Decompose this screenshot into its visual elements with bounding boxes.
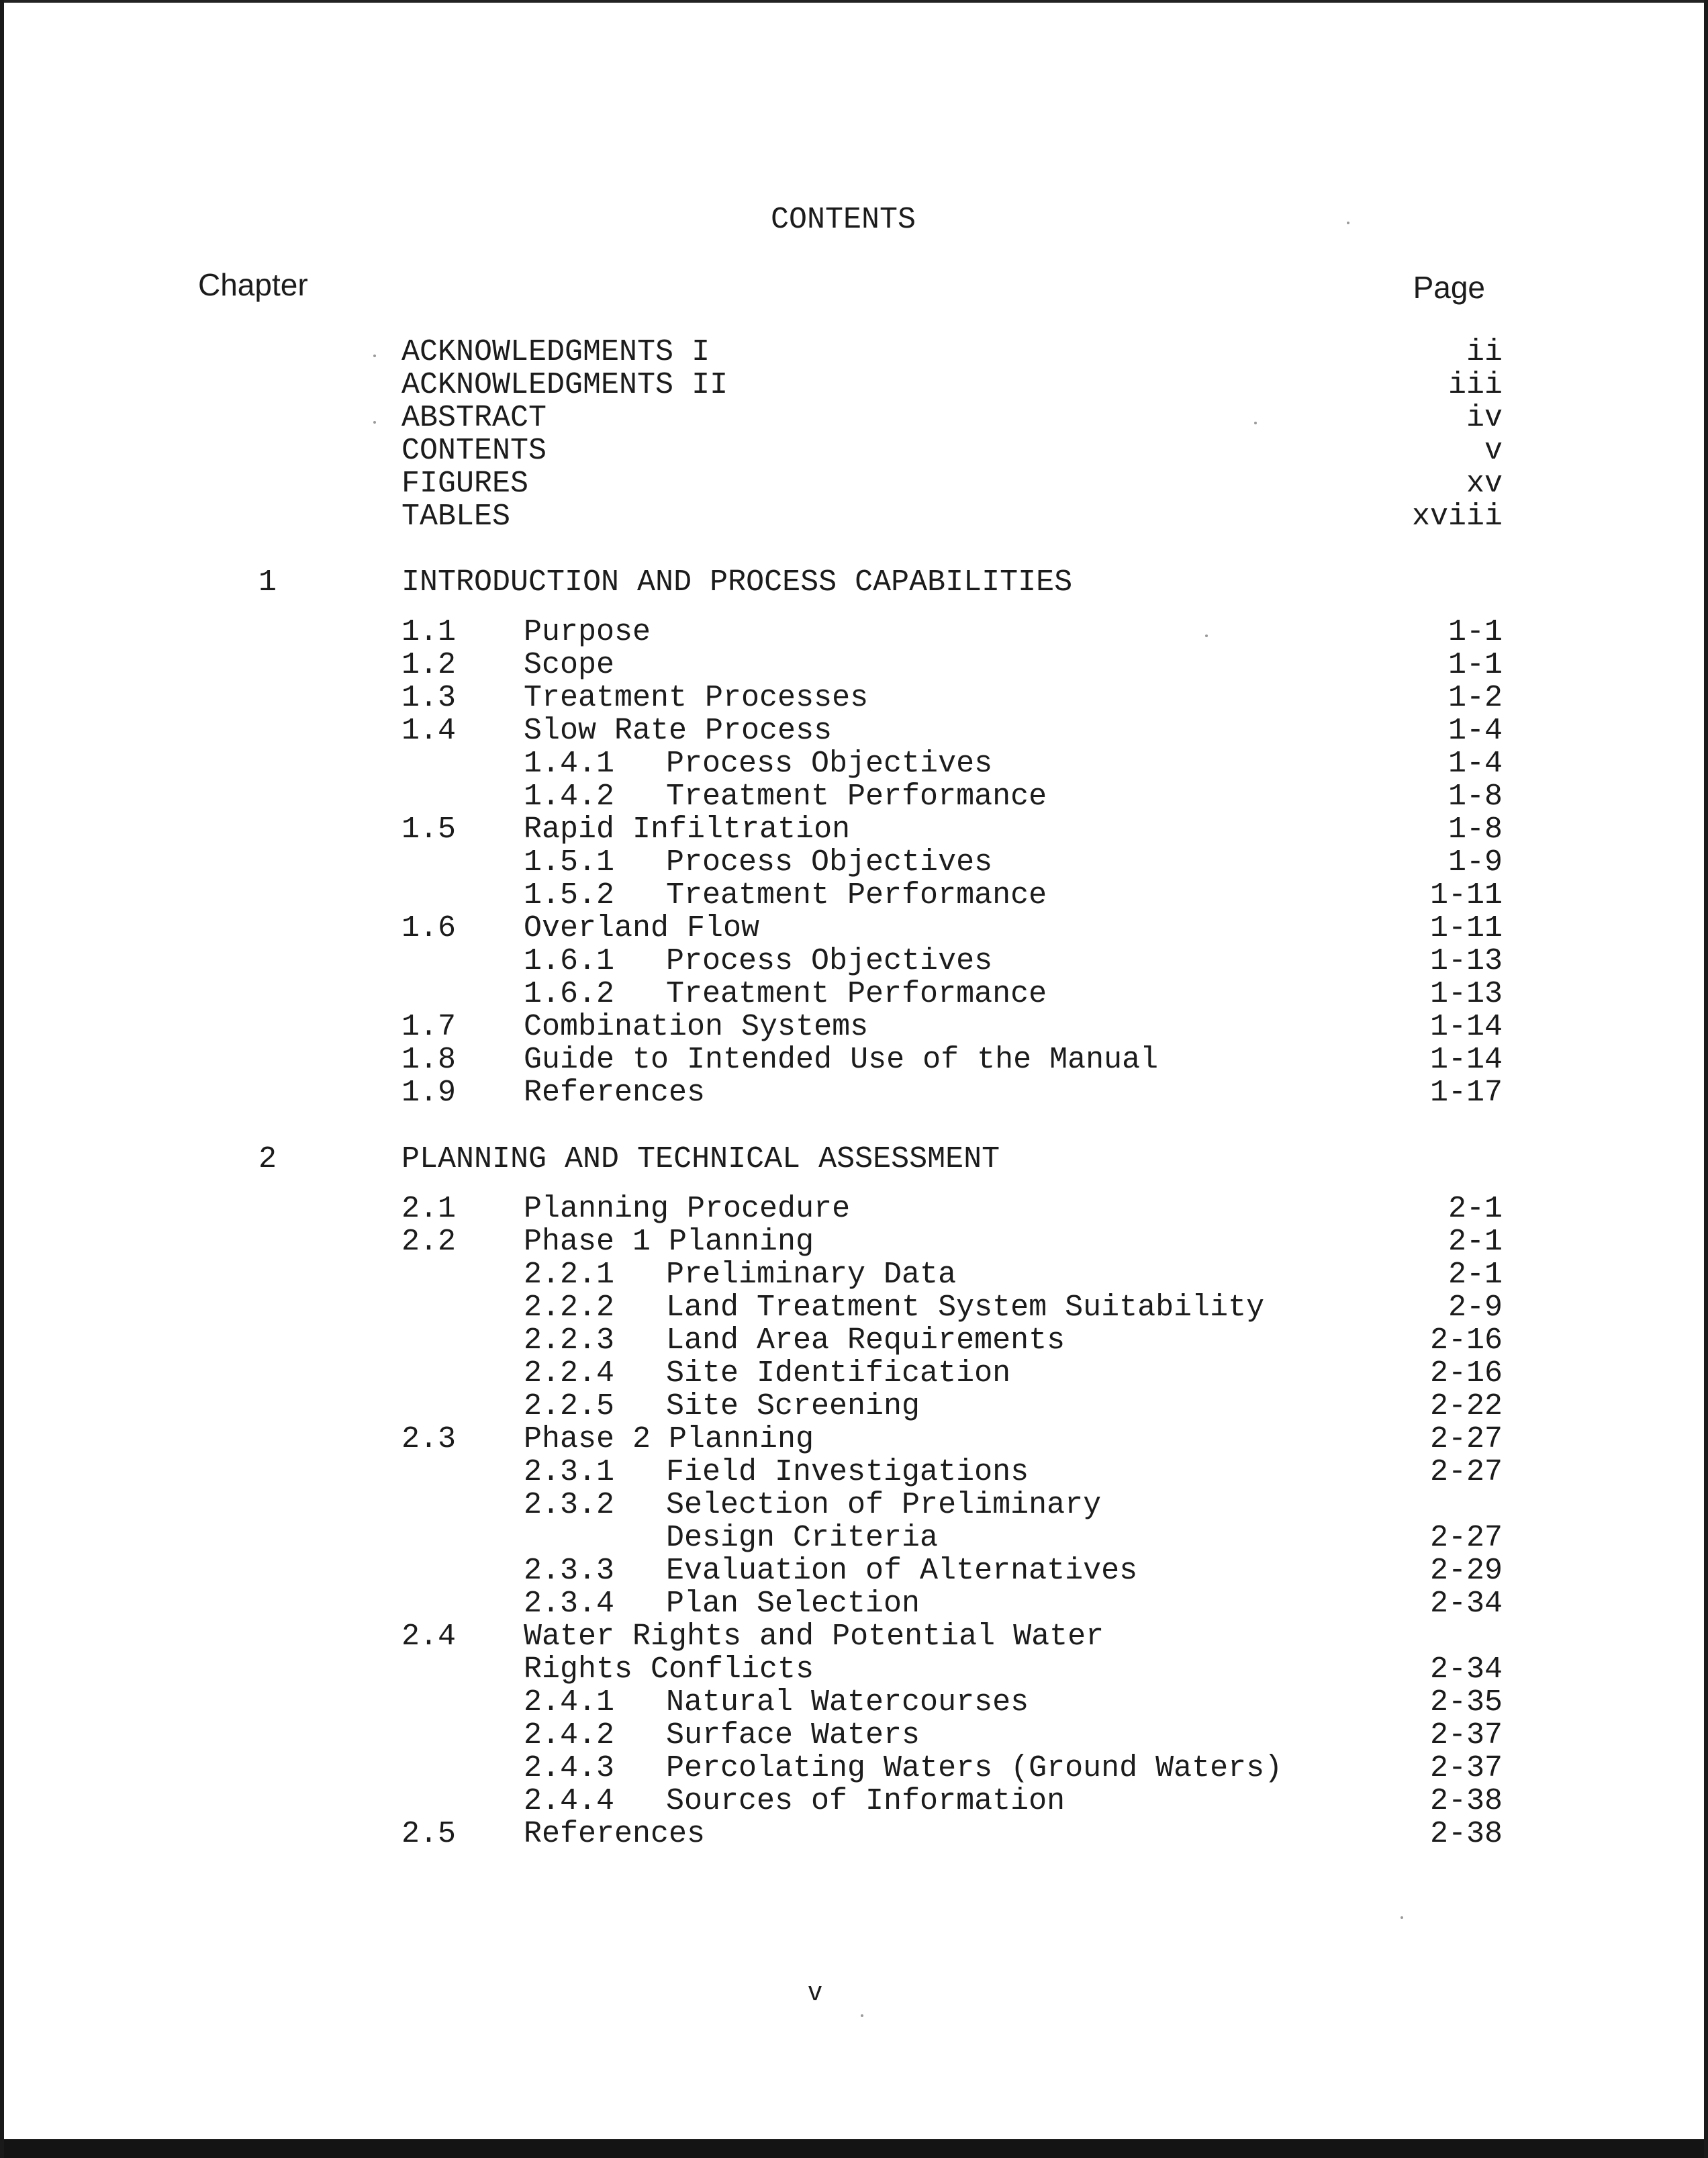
subsection-title: Treatment Performance [666, 780, 1047, 814]
subsection-number: 1.5.2 [524, 878, 615, 912]
section-number: 2.2 [401, 1225, 457, 1259]
toc-entry [0, 369, 1708, 402]
subsection-title: Selection of Preliminary [666, 1488, 1102, 1522]
toc-subentry [0, 1357, 1708, 1390]
subsection-title: Process Objectives [666, 845, 993, 880]
scan-speck [373, 355, 376, 357]
scan-speck [1254, 422, 1257, 424]
subsection-title: Natural Watercourses [666, 1685, 1029, 1720]
chapter-heading [0, 1143, 1708, 1176]
section-title: Treatment Processes [524, 681, 869, 715]
section-title: Phase 2 Planning [524, 1422, 814, 1456]
toc-subentry [0, 1258, 1708, 1291]
entry-page: iv [1466, 401, 1503, 435]
entry-page: 2-38 [1429, 1784, 1503, 1818]
toc-subentry [0, 1587, 1708, 1620]
section-title: Combination Systems [524, 1010, 869, 1044]
subsection-title: Preliminary Data [666, 1258, 957, 1292]
section-number: 1.4 [401, 714, 457, 748]
toc-subentry [0, 846, 1708, 879]
toc-subentry [0, 879, 1708, 912]
scan-speck [1401, 1916, 1403, 1919]
entry-page: xviii [1411, 500, 1503, 534]
toc-entry [0, 616, 1708, 649]
toc-entry [0, 1423, 1708, 1456]
page-number-footer: v [808, 1977, 822, 2006]
toc-subentry [0, 1489, 1708, 1521]
section-title: Phase 1 Planning [524, 1225, 814, 1259]
entry-page: 2-37 [1429, 1751, 1503, 1785]
entry-title: CONTENTS [401, 434, 547, 468]
section-number: 1.9 [401, 1076, 457, 1110]
chapter-title: PLANNING AND TECHNICAL ASSESSMENT [401, 1142, 1000, 1176]
subsection-number: 2.2.4 [524, 1356, 615, 1391]
entry-page: ii [1466, 335, 1503, 369]
entry-page: 1-14 [1429, 1043, 1503, 1077]
entry-page: 1-17 [1429, 1076, 1503, 1110]
scan-speck [861, 2014, 863, 2017]
toc-entry [0, 1011, 1708, 1043]
entry-page: 2-38 [1429, 1817, 1503, 1851]
page-title: CONTENTS [771, 203, 916, 237]
section-title: Rights Conflicts [524, 1652, 814, 1687]
toc-entry [0, 1192, 1708, 1225]
subsection-title: Percolating Waters (Ground Waters) [666, 1751, 1283, 1785]
entry-page: 2-22 [1429, 1389, 1503, 1423]
toc-entry [0, 434, 1708, 467]
scan-edge-bottom [0, 2139, 1708, 2158]
subsection-number: 2.2.5 [524, 1389, 615, 1423]
chapter-title: INTRODUCTION AND PROCESS CAPABILITIES [401, 565, 1073, 600]
entry-title: FIGURES [401, 467, 529, 501]
toc-entry [0, 1076, 1708, 1109]
entry-page: 1-1 [1448, 648, 1503, 682]
entry-page: 2-16 [1429, 1356, 1503, 1391]
entry-page: 1-1 [1448, 615, 1503, 649]
subsection-number: 1.6.1 [524, 944, 615, 978]
section-number: 1.1 [401, 615, 457, 649]
section-title: Scope [524, 648, 615, 682]
subsection-title: Land Treatment System Suitability [666, 1291, 1265, 1325]
section-number: 1.8 [401, 1043, 457, 1077]
toc-subentry [0, 1324, 1708, 1357]
subsection-number: 1.4.1 [524, 747, 615, 781]
subsection-title: Sources of Information [666, 1784, 1065, 1818]
entry-page: 2-1 [1448, 1225, 1503, 1259]
subsection-number: 2.2.3 [524, 1323, 615, 1358]
toc-subentry [0, 1456, 1708, 1489]
entry-page: 2-27 [1429, 1521, 1503, 1555]
chapter-heading [0, 566, 1708, 599]
entry-page: 2-34 [1429, 1652, 1503, 1687]
toc-subentry [0, 1554, 1708, 1587]
entry-title: ACKNOWLEDGMENTS II [401, 368, 728, 402]
section-title: Overland Flow [524, 911, 760, 945]
subsection-number: 1.6.2 [524, 977, 615, 1011]
section-title: Rapid Infiltration [524, 812, 851, 847]
chapter-number: 1 [258, 565, 277, 600]
section-title: Guide to Intended Use of the Manual [524, 1043, 1159, 1077]
section-number: 1.3 [401, 681, 457, 715]
column-header-page: Page [1413, 270, 1485, 305]
section-title: Slow Rate Process [524, 714, 833, 748]
column-header-chapter: Chapter [198, 267, 308, 302]
subsection-number: 2.3.4 [524, 1587, 615, 1621]
toc-entry [0, 714, 1708, 747]
entry-page: 1-11 [1429, 878, 1503, 912]
subsection-title: Field Investigations [666, 1455, 1029, 1489]
entry-page: 2-1 [1448, 1258, 1503, 1292]
section-title: Water Rights and Potential Water [524, 1620, 1104, 1654]
entry-page: 1-2 [1448, 681, 1503, 715]
subsection-number: 2.4.4 [524, 1784, 615, 1818]
entry-page: 2-27 [1429, 1422, 1503, 1456]
entry-page: 1-11 [1429, 911, 1503, 945]
subsection-number: 1.5.1 [524, 845, 615, 880]
subsection-number: 2.4.1 [524, 1685, 615, 1720]
entry-page: 2-16 [1429, 1323, 1503, 1358]
subsection-number: 1.4.2 [524, 780, 615, 814]
toc-subentry [0, 978, 1708, 1011]
subsection-title: Treatment Performance [666, 878, 1047, 912]
entry-page: 2-37 [1429, 1718, 1503, 1752]
toc-subentry [0, 1390, 1708, 1423]
chapter-number: 2 [258, 1142, 277, 1176]
subsection-number: 2.3.1 [524, 1455, 615, 1489]
entry-page: iii [1448, 368, 1503, 402]
section-number: 2.3 [401, 1422, 457, 1456]
section-number: 2.4 [401, 1620, 457, 1654]
entry-title: ACKNOWLEDGMENTS I [401, 335, 710, 369]
subsection-title: Site Screening [666, 1389, 920, 1423]
entry-page: 2-29 [1429, 1554, 1503, 1588]
scan-speck [1347, 222, 1349, 224]
entry-page: v [1484, 434, 1503, 468]
subsection-number: 2.3.2 [524, 1488, 615, 1522]
entry-page: 1-4 [1448, 747, 1503, 781]
subsection-title: Process Objectives [666, 944, 993, 978]
toc-subentry [0, 1719, 1708, 1752]
scan-edge-top [0, 0, 1708, 3]
section-number: 2.5 [401, 1817, 457, 1851]
toc-entry [0, 467, 1708, 500]
subsection-title: Process Objectives [666, 747, 993, 781]
toc-subentry [0, 747, 1708, 780]
toc-subentry [0, 1291, 1708, 1324]
subsection-title: Plan Selection [666, 1587, 920, 1621]
subsection-number: 2.4.2 [524, 1718, 615, 1752]
toc-subentry [0, 1785, 1708, 1818]
subsection-number: 2.2.1 [524, 1258, 615, 1292]
section-number: 1.6 [401, 911, 457, 945]
toc-entry [0, 1225, 1708, 1258]
entry-page: 2-34 [1429, 1587, 1503, 1621]
entry-page: 1-13 [1429, 944, 1503, 978]
toc-entry-continuation [0, 1653, 1708, 1686]
subsection-title: Evaluation of Alternatives [666, 1554, 1138, 1588]
entry-page: 1-4 [1448, 714, 1503, 748]
section-number: 1.5 [401, 812, 457, 847]
toc-subentry [0, 780, 1708, 813]
toc-entry [0, 912, 1708, 945]
subsection-title: Surface Waters [666, 1718, 920, 1752]
toc-subentry [0, 945, 1708, 978]
subsection-title: Treatment Performance [666, 977, 1047, 1011]
toc-entry [0, 500, 1708, 533]
toc-entry [0, 682, 1708, 714]
section-title: Planning Procedure [524, 1192, 851, 1226]
entry-page: 2-1 [1448, 1192, 1503, 1226]
subsection-number: 2.4.3 [524, 1751, 615, 1785]
section-number: 2.1 [401, 1192, 457, 1226]
toc-entry [0, 1620, 1708, 1653]
entry-page: 2-27 [1429, 1455, 1503, 1489]
entry-page: 1-9 [1448, 845, 1503, 880]
section-title: References [524, 1817, 706, 1851]
section-title: References [524, 1076, 706, 1110]
toc-entry [0, 1043, 1708, 1076]
entry-page: 1-8 [1448, 780, 1503, 814]
scan-speck [373, 421, 376, 424]
entry-page: 2-35 [1429, 1685, 1503, 1720]
toc-entry [0, 336, 1708, 369]
section-number: 1.2 [401, 648, 457, 682]
toc-entry [0, 402, 1708, 434]
toc-entry [0, 1818, 1708, 1850]
subsection-title: Design Criteria [666, 1521, 939, 1555]
subsection-number: 2.3.3 [524, 1554, 615, 1588]
entry-title: ABSTRACT [401, 401, 547, 435]
entry-page: xv [1466, 467, 1503, 501]
entry-page: 1-14 [1429, 1010, 1503, 1044]
scan-speck [1205, 635, 1208, 637]
toc-subentry [0, 1752, 1708, 1785]
section-title: Purpose [524, 615, 651, 649]
entry-page: 1-8 [1448, 812, 1503, 847]
entry-page: 1-13 [1429, 977, 1503, 1011]
entry-page: 2-9 [1448, 1291, 1503, 1325]
entry-title: TABLES [401, 500, 511, 534]
subsection-title: Site Identification [666, 1356, 1011, 1391]
section-number: 1.7 [401, 1010, 457, 1044]
toc-entry [0, 649, 1708, 682]
toc-subentry [0, 1686, 1708, 1719]
subsection-title: Land Area Requirements [666, 1323, 1065, 1358]
subsection-number: 2.2.2 [524, 1291, 615, 1325]
toc-subentry-continuation [0, 1521, 1708, 1554]
toc-entry [0, 813, 1708, 846]
